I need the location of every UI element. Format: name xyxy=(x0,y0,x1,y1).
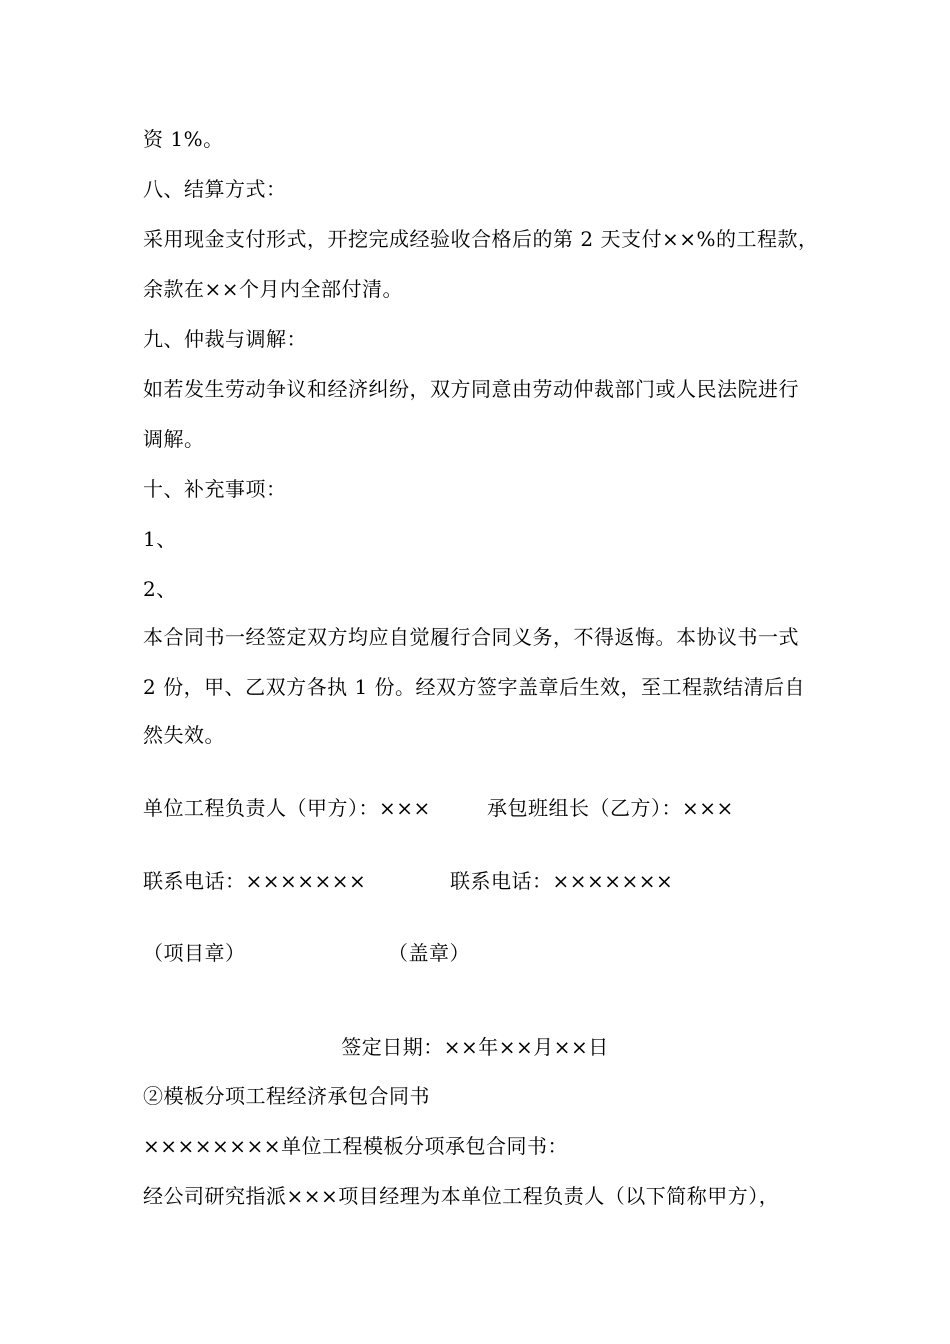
party-a-phone: 联系电话：××××××× xyxy=(143,869,367,893)
paragraph-line: 如若发生劳动争议和经济纠纷，双方同意由劳动仲裁部门或人民法院进行 xyxy=(143,377,799,401)
section-heading-settlement: 八、结算方式： xyxy=(143,177,287,201)
contract-title: ××××××××单位工程模板分项承包合同书： xyxy=(143,1134,569,1158)
party-b-signature: 承包班组长（乙方）：××× xyxy=(487,796,734,820)
party-a-seal: （项目章） xyxy=(143,941,246,965)
paragraph-line: 本合同书一经签定双方均应自觉履行合同义务，不得返悔。本协议书一式 xyxy=(143,625,799,649)
party-b-phone: 联系电话：××××××× xyxy=(450,869,674,893)
paragraph-line: 经公司研究指派×××项目经理为本单位工程负责人（以下简称甲方）， xyxy=(143,1184,780,1208)
paragraph-line: 资 1%。 xyxy=(143,127,224,151)
paragraph-line: 然失效。 xyxy=(143,723,225,747)
list-item: 1、 xyxy=(143,527,177,551)
paragraph-line: 调解。 xyxy=(143,427,205,451)
paragraph-line: 余款在××个月内全部付清。 xyxy=(143,277,404,301)
section-heading-supplement: 十、补充事项： xyxy=(143,477,287,501)
party-a-signature: 单位工程负责人（甲方）：××× xyxy=(143,796,431,820)
section-title: ②模板分项工程经济承包合同书 xyxy=(143,1084,430,1108)
list-item: 2、 xyxy=(143,577,177,601)
paragraph-line: 采用现金支付形式，开挖完成经验收合格后的第 2 天支付××%的工程款， xyxy=(143,227,819,251)
paragraph-line: 2 份，甲、乙双方各执 1 份。经双方签字盖章后生效，至工程款结清后自 xyxy=(143,675,806,699)
party-b-seal: （盖章） xyxy=(388,941,470,965)
sign-date: 签定日期：××年××月××日 xyxy=(341,1035,609,1059)
section-heading-arbitration: 九、仲裁与调解： xyxy=(143,327,307,351)
